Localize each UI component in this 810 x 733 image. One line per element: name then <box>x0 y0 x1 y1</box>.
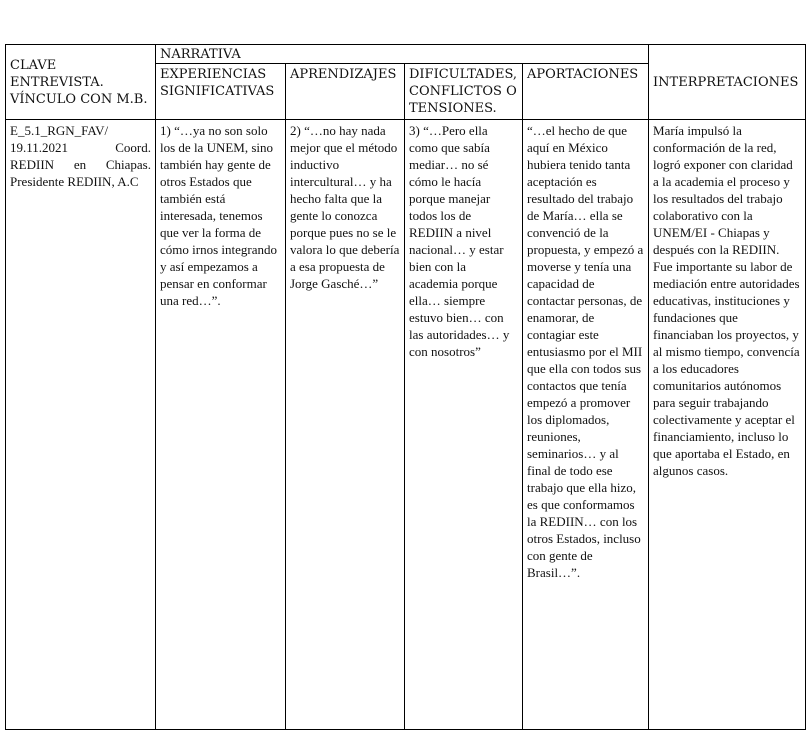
narrative-table <box>5 44 806 730</box>
header-narrativa: NARRATIVA <box>156 45 649 64</box>
table-row <box>6 120 806 730</box>
header-interpretaciones: INTERPRETACIONES <box>649 45 806 120</box>
cell-interpretaciones: María impulsó la conformación de la red, logró exponer con claridad a la academia el proceso y los resultados del trabajo colaborativo con la UNEM/EI - Chiapas y después con la REDIIN. Fue importante su labor de mediación entre autoridades educativas, instituciones y fundaciones que financiaban los proyectos, y al mismo tiempo, convencía a los educadores comunitarios autónomos para seguir trabajando colectivamente y aceptar el financiamiento, incluso lo que aportaba el Estado, en algunos casos. <box>649 120 806 730</box>
header-clave: CLAVE ENTREVISTA. VÍNCULO CON M.B. <box>6 45 156 120</box>
cell-aportaciones: “…el hecho de que aquí en México hubiera tenido tanta aceptación es resultado del trabajo de María… ella se convenció de la propuesta, y empezó a moverse y tenía una capacidad de contactar personas, de enamorar, de contagiar este entusiasmo por el MII que ella con todos sus contactos que tenía empezó a promover los diplomados, reuniones, seminarios… y al final de todo ese trabajo que ella hizo, es que conformamos la REDIIN… con los otros Estados, incluso con gente de Brasil…”. <box>523 120 649 730</box>
header-row-1 <box>6 45 806 64</box>
header-experiencias: EXPERIENCIAS SIGNIFICATIVAS <box>156 64 286 120</box>
cell-experiencias: 1) “…ya no son solo los de la UNEM, sino también hay gente de otros Estados que también está interesada, tenemos que ver la forma de cómo irnos integrando y así empezamos a pensar en conformar una red…”. <box>156 120 286 730</box>
cell-aprendizajes: 2) “…no hay nada mejor que el método inductivo intercultural… y ha hecho falta que la gente lo conozca porque pues no se le valora lo que debería a esa propuesta de Jorge Gasché…” <box>286 120 405 730</box>
header-aportaciones: APORTACIONES <box>523 64 649 120</box>
cell-dificultades: 3) “…Pero ella como que sabía mediar… no sé cómo le hacía porque manejar todos los de REDIIN a nivel nacional… y estar bien con la academia porque ella… siempre estuvo bien… con las autoridades… y con nosotros” <box>405 120 523 730</box>
cell-clave: E_5.1_RGN_FAV/ 19.11.2021 Coord. REDIIN en Chiapas. Presidente REDIIN, A.C <box>6 120 156 730</box>
header-dificultades: DIFICULTADES, CONFLICTOS O TENSIONES. <box>405 64 523 120</box>
header-aprendizajes: APRENDIZAJES <box>286 64 405 120</box>
